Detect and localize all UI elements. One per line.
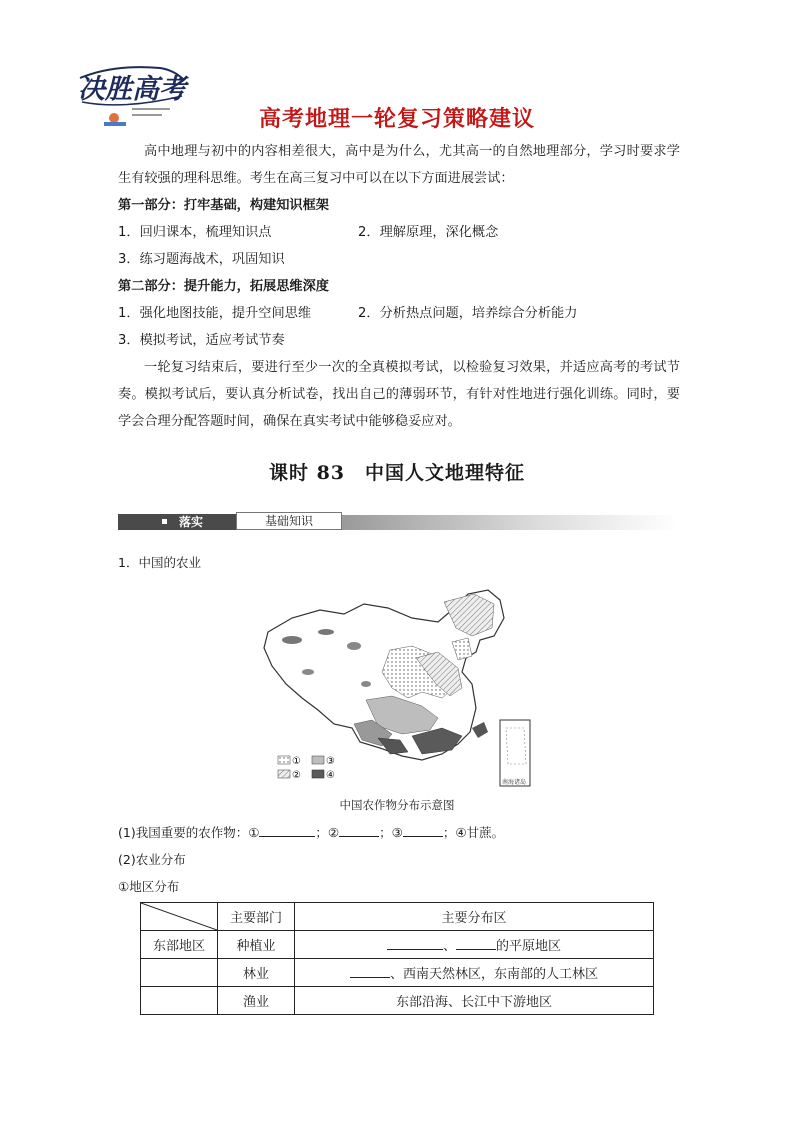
china-crop-map [262, 588, 534, 788]
table-header-row [141, 903, 654, 931]
part1-item-1: 1．回归课本，梳理知识点 [118, 225, 272, 240]
table-row [141, 959, 654, 987]
dept-cell: 渔业 [218, 987, 295, 1015]
part2-heading: 第二部分：提升能力，拓展思维深度 [118, 279, 329, 294]
header-area: 主要分布区 [295, 903, 654, 931]
logo-text: 决胜高考 [78, 74, 186, 105]
lesson-title: 课时 83 中国人文地理特征 [268, 462, 526, 484]
section-tag: 落实 [118, 514, 236, 530]
blank-3[interactable] [403, 822, 443, 837]
legend-4: ④ [326, 770, 335, 781]
inset-label: 南海诸岛 [502, 779, 527, 786]
region-cell [141, 959, 218, 987]
table-blank-2[interactable] [456, 935, 496, 950]
legend-1: ① [292, 756, 301, 767]
section-label: 基础知识 [236, 512, 342, 530]
area-cell: 东部沿海、长江中下游地区 [295, 987, 654, 1015]
question-2-sub: ①地区分布 [118, 879, 180, 894]
table-row [141, 931, 654, 959]
part2-item-3: 3．模拟考试，适应考试节奏 [118, 333, 285, 348]
table-row [141, 987, 654, 1015]
dept-cell: 种植业 [218, 931, 295, 959]
blank-2[interactable] [339, 822, 379, 837]
part1-heading: 第一部分：打牢基础，构建知识框架 [118, 198, 329, 213]
diagonal-cell [141, 903, 218, 931]
region-cell [141, 987, 218, 1015]
part1-row [118, 219, 680, 246]
strategy-section [118, 138, 680, 435]
question-1: (1)我国重要的农作物：① ；② ；③ ；④甘蔗。 [118, 822, 504, 841]
closing-paragraph: 一轮复习结束后，要进行至少一次的全真模拟考试，以检验复习效果，并适应高考的考试节奏。模拟考试后，要认真分析试卷，找出自己的薄弱环节，有针对性地进行强化训练。同时，要学会合理分配答题时间，确保在真实考试中能够稳妥应对。 [118, 360, 680, 429]
part2-item-1: 1．强化地图技能，提升空间思维 [118, 306, 312, 321]
page-title: 高考地理一轮复习策略建议 [258, 107, 535, 132]
part2-row [118, 300, 680, 327]
question-2: (2)农业分布 [118, 852, 186, 867]
map-caption: 中国农作物分布示意图 [339, 798, 455, 812]
table-blank-3[interactable] [350, 963, 390, 978]
region-cell: 东部地区 [141, 931, 218, 959]
inset-frame [500, 720, 530, 786]
header-dept: 主要部门 [218, 903, 295, 931]
legend-2: ② [292, 770, 301, 781]
part1-item-2: 2．理解原理，深化概念 [358, 225, 499, 240]
area-cell: 、西南天然林区，东南部的人工林区 [295, 959, 654, 987]
blank-1[interactable] [259, 822, 315, 837]
part1-item-3: 3．练习题海战术，巩固知识 [118, 252, 285, 267]
agriculture-table [140, 902, 654, 1015]
table-blank-1[interactable] [387, 935, 443, 950]
section-bar [118, 511, 678, 531]
legend-3: ③ [326, 756, 335, 767]
section-heading: 1．中国的农业 [118, 555, 201, 570]
area-cell: 、 的平原地区 [295, 931, 654, 959]
part2-item-2: 2．分析热点问题，培养综合分析能力 [358, 306, 578, 321]
intro-paragraph: 高中地理与初中的内容相差很大，高中是为什么，尤其高一的自然地理部分，学习时要求学生有较强的理科思维。考生在高三复习中可以在以下方面进展尝试： [118, 144, 680, 186]
dept-cell: 林业 [218, 959, 295, 987]
